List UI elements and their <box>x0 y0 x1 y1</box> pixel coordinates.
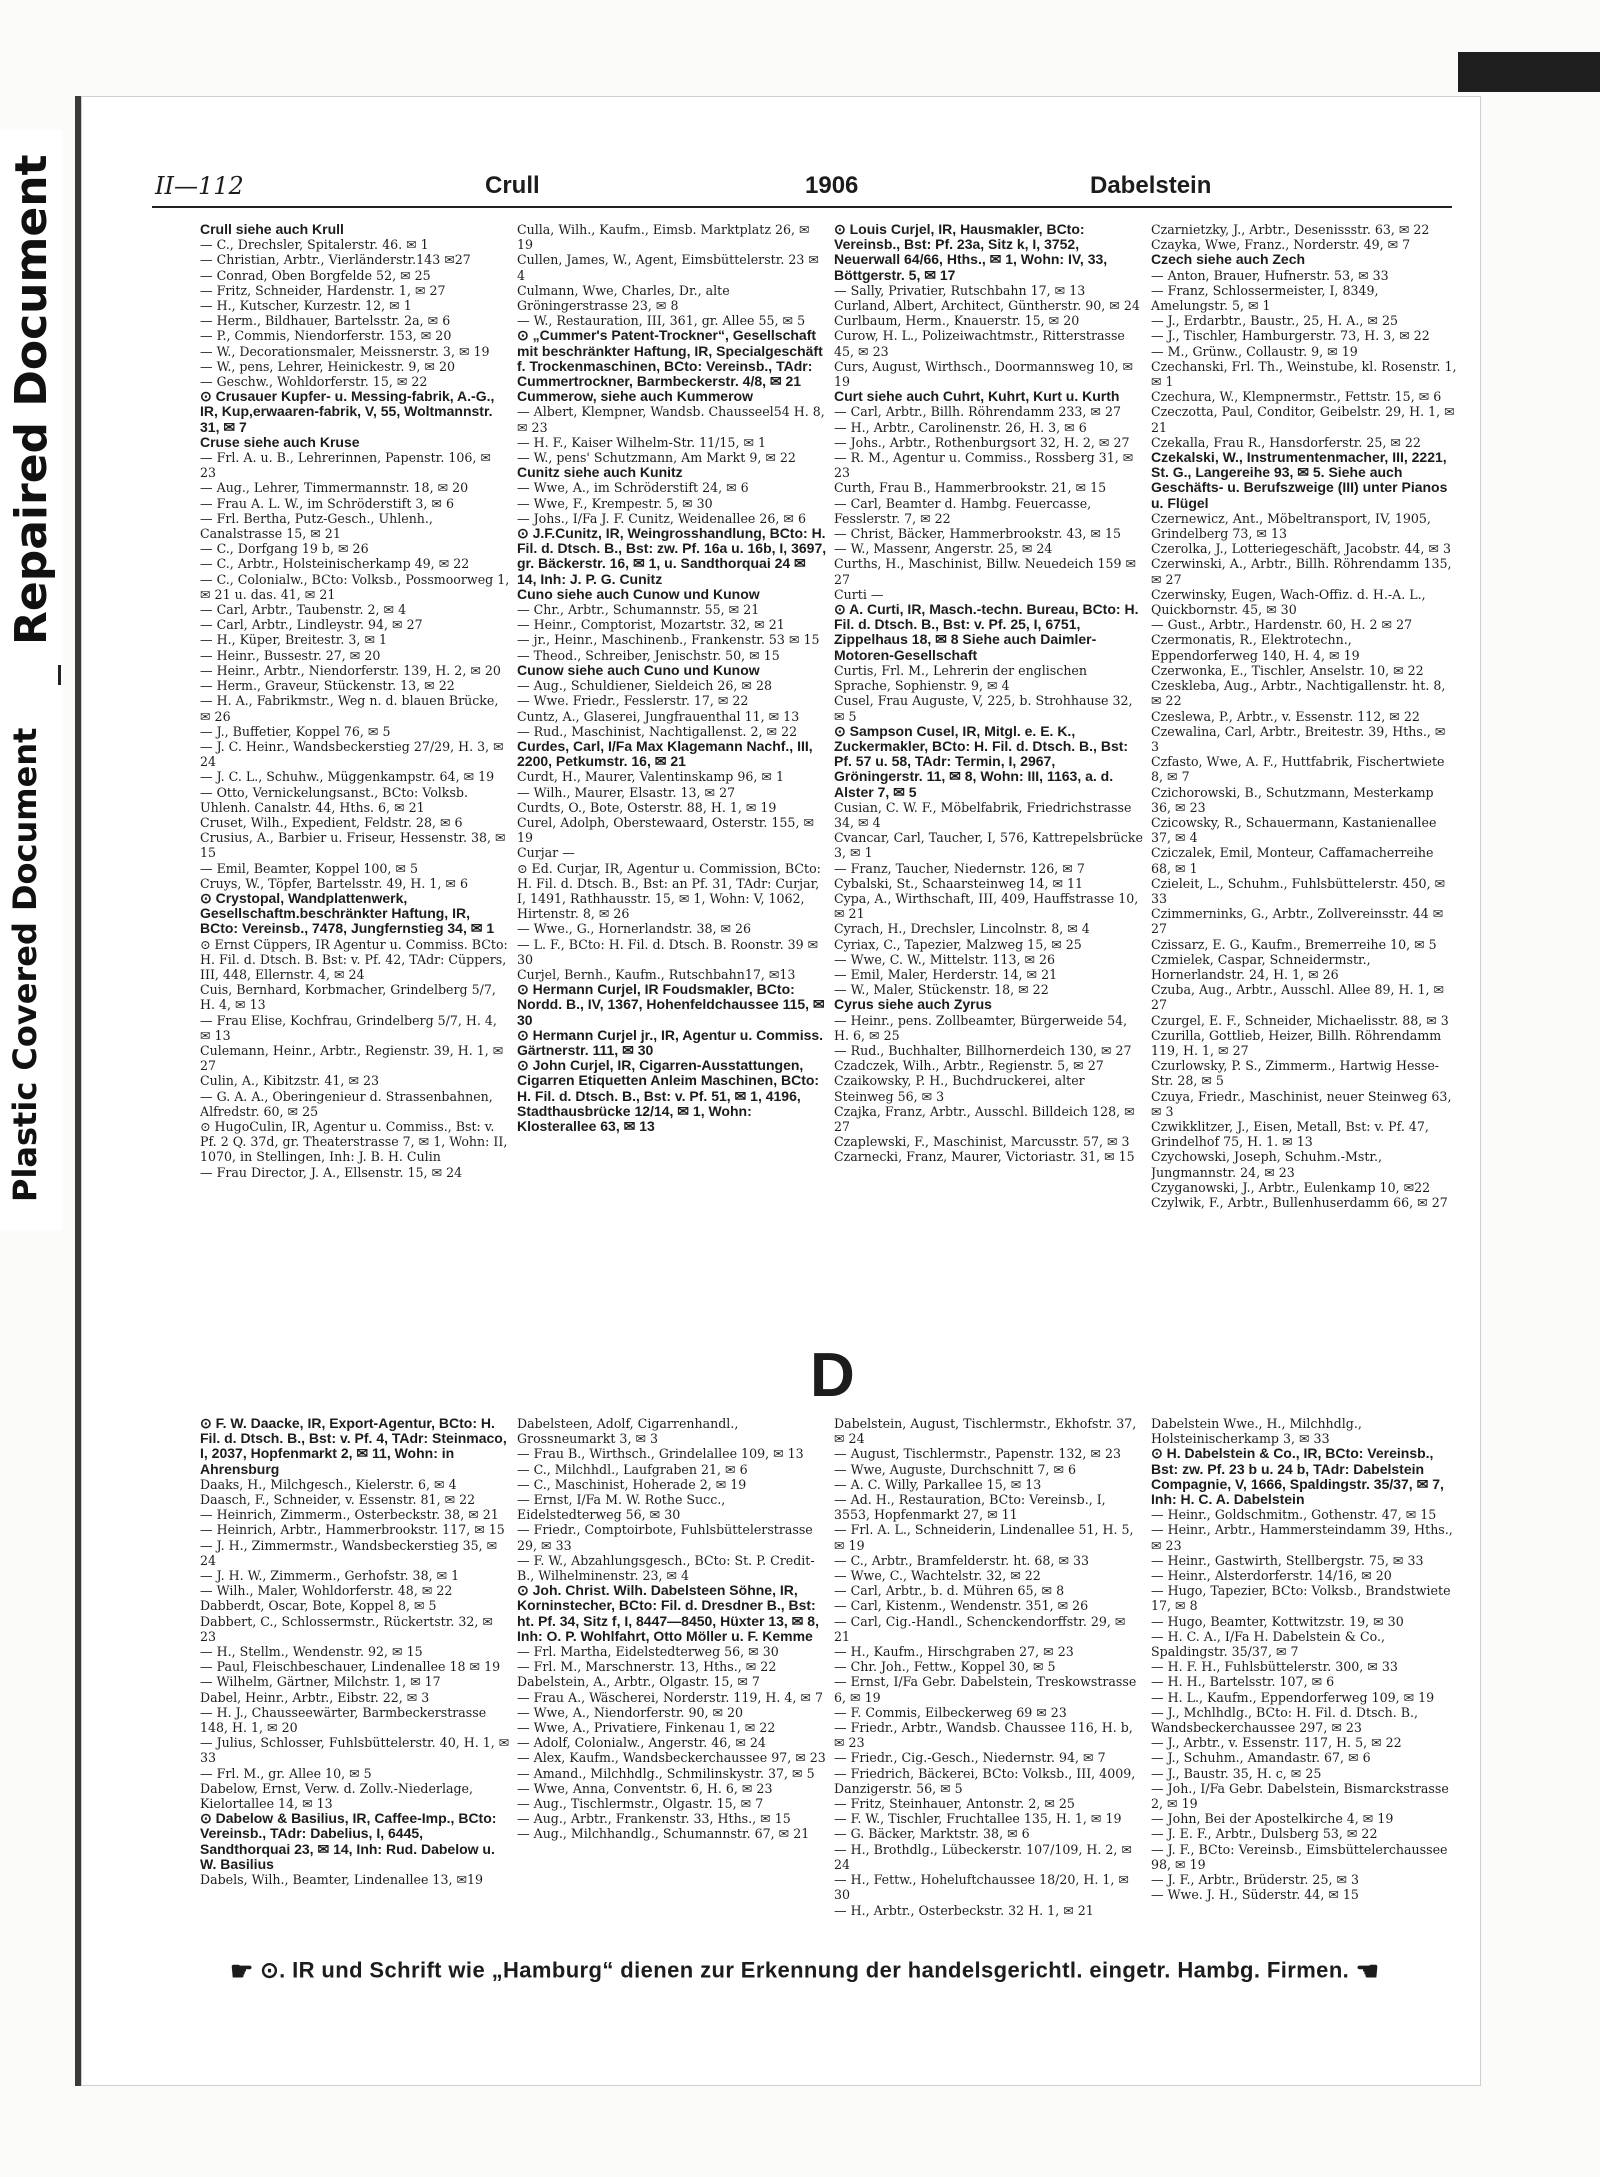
directory-entry: — Heinr., Gastwirth, Stellbergstr. 75, ✉ 33 <box>1151 1552 1424 1568</box>
column-top-1 <box>200 222 510 1326</box>
directory-entry: — Friedr., Cig.-Gesch., Niedernstr. 94, ✉ 7 <box>834 1750 1106 1766</box>
directory-entry: — Carl, Beamter d. Hambg. Feuercasse, Fesslerstr. 7, ✉ 22 <box>834 495 1092 526</box>
directory-entry: Czerolka, J., Lotteriegeschäft, Jacobstr. 44, ✉ 3 <box>1151 541 1451 557</box>
directory-entry: — W., Massenr, Angerstr. 25, ✉ 24 <box>834 541 1053 557</box>
directory-entry: — W., Maler, Stückenstr. 18, ✉ 22 <box>834 982 1049 998</box>
directory-entry: Curths, H., Maschinist, Billw. Neuedeich 159 ✉ 27 <box>834 556 1137 587</box>
directory-entry: — Frau A. L. W., im Schröderstift 3, ✉ 6 <box>200 495 454 511</box>
directory-entry: Czerwonka, E., Tischler, Anselstr. 10, ✉ 22 <box>1151 662 1424 678</box>
directory-entry: — P., Commis, Niendorferstr. 153, ✉ 20 <box>200 328 452 344</box>
directory-entry: — jr., Heinr., Maschinenb., Frankenstr. 53 ✉ 15 <box>517 632 820 648</box>
directory-entry: Czernewicz, Ant., Möbeltransport, IV, 1905, Grindelberg 73, ✉ 13 <box>1151 510 1431 542</box>
directory-entry: — Anton, Brauer, Hufnerstr. 53, ✉ 33 <box>1151 267 1389 283</box>
directory-entry: Curland, Albert, Architect, Güntherstr. 90, ✉ 24 <box>834 298 1140 314</box>
directory-entry: Cruset, Wilh., Expedient, Feldstr. 28, ✉ 6 <box>200 814 463 830</box>
directory-entry: Cusian, C. W. F., Möbelfabrik, Friedrichstrasse 34, ✉ 4 <box>834 799 1132 830</box>
directory-entry: — F. W., Abzahlungsgesch., BCto: St. P. Credit-B., Wilhelminenstr. 23, ✉ 4 <box>517 1552 815 1584</box>
directory-entry: Cusel, Frau Auguste, V, 225, b. Strohhause 32, ✉ 5 <box>834 693 1133 724</box>
directory-entry: Czarnecki, Franz, Maurer, Victoriastr. 31, ✉ 15 <box>834 1149 1135 1165</box>
directory-entry: Cziczalek, Emil, Monteur, Caffamacherreihe 68, ✉ 1 <box>1151 845 1434 876</box>
directory-entry: Czermonatis, R., Elektrotechn., Eppendorferweg 140, H. 4, ✉ 19 <box>1151 632 1360 663</box>
directory-entry: — Frau Elise, Kochfrau, Grindelberg 5/7, H. 4, ✉ 13 <box>200 1012 497 1043</box>
directory-entry: — Frl. M., gr. Allee 10, ✉ 5 <box>200 1765 372 1781</box>
directory-entry: — C., Drechsler, Spitalerstr. 46. ✉ 1 <box>200 237 429 253</box>
directory-entry: Czichorowski, B., Schutzmann, Mesterkamp 36, ✉ 23 <box>1151 784 1434 815</box>
directory-entry: — John, Bei der Apostelkirche 4, ✉ 19 <box>1151 1811 1394 1827</box>
directory-entry: Czerwinsky, Eugen, Wach-Offiz. d. H.-A. L., Quickbornstr. 45, ✉ 30 <box>1151 586 1426 618</box>
directory-entry: Curel, Adolph, Oberstewaard, Osterstr. 155, ✉ 19 <box>517 814 815 846</box>
directory-entry: ⊙ H. Dabelstein & Co., IR, BCto: Vereinsb., Bst: zw. Pf. 23 b u. 24 b, TAdr: Dabelstein Compagnie, V, 1666, Spaldingstr. 35/37, ✉ 7, Inh: H. C. A. Dabelstein <box>1151 1445 1444 1508</box>
directory-entry: — H. C. A., I/Fa H. Dabelstein & Co., Spaldingstr. 35/37, ✉ 7 <box>1151 1628 1385 1660</box>
directory-entry: — Geschw., Wohldorferstr. 15, ✉ 22 <box>200 374 428 390</box>
directory-entry: Czekalski, W., Instrumentenmacher, III, 2221, St. G., Langereihe 93, ✉ 5. Siehe auch Geschäfts- u. Berufszweige (III) unter Pianos u. Flügel <box>1151 449 1448 511</box>
directory-entry: — Heinrich, Zimmerm., Osterbeckstr. 38, ✉ 21 <box>200 1507 499 1523</box>
directory-entry: Curjel, Bernh., Kaufm., Rutschbahn17, ✉13 <box>517 966 796 982</box>
directory-entry: — M., Grünw., Collaustr. 9, ✉ 19 <box>1151 343 1358 359</box>
directory-entry: — Friedr., Arbtr., Wandsb. Chaussee 116, H. b, ✉ 23 <box>834 1720 1133 1751</box>
directory-entry: — Wwe, Auguste, Durchschnitt 7, ✉ 6 <box>834 1461 1077 1477</box>
directory-entry: — C., Colonialw., BCto: Volksb., Possmoorweg 1, ✉ 21 u. das. 41, ✉ 21 <box>200 571 510 602</box>
directory-entry: Czewalina, Carl, Arbtr., Breitestr. 39, Hths., ✉ 3 <box>1151 723 1446 754</box>
directory-entry: — Ernst, I/Fa M. W. Rothe Succ., Eidelstedterweg 56, ✉ 30 <box>517 1492 726 1523</box>
directory-entry: — Aug., Tischlermstr., Olgastr. 15, ✉ 7 <box>517 1796 764 1812</box>
directory-entry: — J., Schuhm., Amandastr. 67, ✉ 6 <box>1151 1750 1371 1766</box>
directory-entry: — J., Arbtr., v. Essenstr. 117, H. 5, ✉ 22 <box>1151 1735 1402 1751</box>
label-separator <box>58 665 61 685</box>
directory-entry: — Herm., Graveur, Stückenstr. 13, ✉ 22 <box>200 678 455 694</box>
directory-entry: ⊙ „Cummer's Patent-Trockner“, Gesellschaft mit beschränkter Haftung, IR, Specialgeschäft f. Trockenmaschinen, BCto: Vereinsb., TAdr: Cummertrockner, Barmbeckerstr. 4/8, ✉ 21 <box>517 327 823 390</box>
directory-entry: — Frau B., Wirthsch., Grindelallee 109, ✉ 13 <box>517 1446 804 1462</box>
directory-entry: — Aug., Arbtr., Frankenstr. 33, Hths., ✉ 15 <box>517 1811 791 1827</box>
directory-entry: Czyganowski, J., Arbtr., Eulenkamp 10, ✉22 <box>1151 1179 1431 1195</box>
directory-entry: — C., Milchhdl., Laufgraben 21, ✉ 6 <box>517 1461 748 1477</box>
directory-entry: — H. J., Chausseewärter, Barmbeckerstrasse 148, H. 1, ✉ 20 <box>200 1704 487 1736</box>
directory-entry: Cuntz, A., Glaserei, Jungfrauenthal 11, ✉ 13 <box>517 708 800 724</box>
directory-entry: Dabelstein, August, Tischlermstr., Ekhofstr. 37, ✉ 24 <box>834 1416 1137 1447</box>
directory-entry: — F. Commis, Eilbeckerweg 69 ✉ 23 <box>834 1704 1067 1720</box>
directory-entry: — Julius, Schlosser, Fuhlsbüttelerstr. 40, H. 1, ✉ 33 <box>200 1735 510 1766</box>
column-bottom-4 <box>1151 1416 1457 1976</box>
pointing-hand-right-icon: ☚ <box>1355 1956 1380 1986</box>
directory-entry: — Alex, Kaufm., Wandsbeckerchaussee 97, ✉ 23 <box>517 1750 826 1766</box>
directory-entry: Dabel, Heinr., Arbtr., Eibstr. 22, ✉ 3 <box>200 1689 430 1705</box>
directory-entry: — Wwe. J. H., Süderstr. 44, ✉ 15 <box>1151 1887 1359 1903</box>
directory-entry: Cuis, Bernhard, Korbmacher, Grindelberg 5/7, H. 4, ✉ 13 <box>200 982 496 1013</box>
directory-entry: Czuya, Friedr., Maschinist, neuer Steinweg 63, ✉ 3 <box>1151 1088 1452 1119</box>
directory-entry: — L. F., BCto: H. Fil. d. Dtsch. B. Roonstr. 39 ✉ 30 <box>517 936 819 967</box>
directory-entry: — C., Arbtr., Bramfelderstr. ht. 68, ✉ 33 <box>834 1552 1090 1568</box>
directory-entry: ⊙ Crystopal, Wandplattenwerk, Gesellschaftm.beschränkter Haftung, IR, BCto: Vereinsb., 7478, Jungfernstieg 34, ✉ 1 <box>200 889 495 937</box>
directory-entry: Czekalla, Frau R., Hansdorferstr. 25, ✉ 22 <box>1151 434 1421 450</box>
directory-entry: — Heinr., Comptorist, Mozartstr. 32, ✉ 21 <box>517 617 785 633</box>
directory-entry: Dabelow, Ernst, Verw. d. Zollv.-Niederlage, Kielortallee 14, ✉ 13 <box>200 1780 474 1812</box>
directory-entry: Curti — <box>834 586 884 602</box>
directory-entry: Daasch, F., Schneider, v. Essenstr. 81, ✉ 22 <box>200 1492 476 1508</box>
plastic-covered-label: Plastic Covered Document <box>6 727 44 1203</box>
directory-entry: — J. C. Heinr., Wandsbeckerstieg 27/29, H. 3, ✉ 24 <box>200 738 504 770</box>
directory-entry: ⊙ A. Curti, IR, Masch.-techn. Bureau, BCto: H. Fil. d. Dtsch. B., Bst: v. Pf. 25, I, 6751, Zippelhaus 18, ✉ 8 Siehe auch Daimler-Motoren-Gesellschaft <box>834 601 1139 663</box>
directory-entry: — J. C. L., Schuhw., Müggenkampstr. 64, ✉ 19 <box>200 769 495 785</box>
directory-entry: — Aug., Schuldiener, Sieldeich 26, ✉ 28 <box>517 678 773 694</box>
directory-entry: — Hugo, Tapezier, BCto: Volksb., Brandstwiete 17, ✉ 8 <box>1151 1583 1451 1614</box>
column-top-3 <box>834 222 1144 1326</box>
directory-entry: — Christ, Bäcker, Hammerbrookstr. 43, ✉ 15 <box>834 526 1121 542</box>
directory-entry: — H. F. H., Fuhlsbüttelerstr. 300, ✉ 33 <box>1151 1659 1398 1675</box>
directory-entry: — Rud., Maschinist, Nachtigallenst. 2, ✉ 22 <box>517 723 798 739</box>
directory-entry: — H., Brothdlg., Lübeckerstr. 107/109, H. 2, ✉ 24 <box>834 1841 1132 1872</box>
directory-entry: Curdt, H., Maurer, Valentinskamp 96, ✉ 1 <box>517 769 784 785</box>
directory-entry: — Carl, Arbtr., b. d. Mühren 65, ✉ 8 <box>834 1583 1065 1599</box>
directory-entry: — J. H. W., Zimmerm., Gerhofstr. 38, ✉ 1 <box>200 1568 460 1584</box>
top-right-dark-strip <box>1458 52 1600 92</box>
directory-entry: — Franz, Schlossermeister, I, 8349, Amelungstr. 5, ✉ 1 <box>1151 282 1379 314</box>
directory-entry: — Chr. Joh., Fettw., Koppel 30, ✉ 5 <box>834 1659 1056 1675</box>
directory-entry: — Frl. A. L., Schneiderin, Lindenallee 51, H. 5, ✉ 19 <box>834 1522 1134 1553</box>
directory-entry: — Wwe, A., Niendorferstr. 90, ✉ 20 <box>517 1704 744 1720</box>
directory-entry: Curdes, Carl, I/Fa Max Klagemann Nachf., III, 2200, Petkumstr. 16, ✉ 21 <box>517 737 813 770</box>
directory-entry: — W., pens, Lehrer, Heinickestr. 9, ✉ 20 <box>200 358 455 374</box>
directory-entry: Cypa, A., Wirthschaft, III, 409, Hauffstrasse 10, ✉ 21 <box>834 890 1139 922</box>
directory-entry: Cybalski, St., Schaarsteinweg 14, ✉ 11 <box>834 875 1084 891</box>
directory-entry: — Frl. A. u. B., Lehrerinnen, Papenstr. 106, ✉ 23 <box>200 450 491 481</box>
directory-entry: — Wwe., G., Hornerlandstr. 38, ✉ 26 <box>517 921 752 937</box>
directory-entry: — Heinr., pens. Zollbeamter, Bürgerweide 54, H. 6, ✉ 25 <box>834 1012 1128 1043</box>
directory-entry: Czuba, Aug., Arbtr., Ausschl. Allee 89, H. 1, ✉ 27 <box>1151 982 1445 1013</box>
directory-entry: — Theod., Schreiber, Jenischstr. 50, ✉ 15 <box>517 647 780 663</box>
directory-entry: Dabberdt, Oscar, Bote, Koppel 8, ✉ 5 <box>200 1598 437 1614</box>
directory-entry: Cvancar, Carl, Taucher, I, 576, Kattrepelsbrücke 3, ✉ 1 <box>834 830 1143 861</box>
column-top-2 <box>517 222 827 1326</box>
header-right-word: Dabelstein <box>1090 172 1212 199</box>
header-year: 1906 <box>805 172 859 199</box>
directory-entry: — Carl, Arbtr., Billh. Röhrendamm 233, ✉ 27 <box>834 404 1121 420</box>
directory-entry: Czaplewski, F., Maschinist, Marcusstr. 57, ✉ 3 <box>834 1134 1130 1150</box>
directory-entry: — Frau Director, J. A., Ellsenstr. 15, ✉ 24 <box>200 1164 463 1180</box>
directory-entry: Czicowsky, R., Schauermann, Kastanienallee 37, ✉ 4 <box>1151 814 1437 846</box>
directory-entry: — Emil, Maler, Herderstr. 14, ✉ 21 <box>834 966 1058 982</box>
directory-entry: — Heinr., Arbtr., Hammersteindamm 39, Hths., ✉ 23 <box>1151 1522 1453 1553</box>
directory-entry: Crull siehe auch Krull <box>200 222 344 237</box>
directory-entry: — H. F., Kaiser Wilhelm-Str. 11/15, ✉ 1 <box>517 434 767 450</box>
directory-entry: ⊙ Dabelow & Basilius, IR, Caffee-Imp., BCto: Vereinsb., TAdr: Dabelius, I, 6445, Sandthorquai 23, ✉ 14, Inh: Rud. Dabelow u. W. Basilius <box>200 1810 497 1872</box>
directory-entry: — Heinrich, Arbtr., Hammerbrookstr. 117, ✉ 15 <box>200 1522 505 1538</box>
directory-entry: — Frl. Martha, Eidelstedterweg 56, ✉ 30 <box>517 1644 779 1660</box>
directory-entry: — Carl, Arbtr., Lindleystr. 94, ✉ 27 <box>200 617 423 633</box>
directory-entry: — Wilh., Maler, Wohldorferstr. 48, ✉ 22 <box>200 1583 453 1599</box>
footer-note <box>230 1956 1460 1987</box>
directory-entry: Czajka, Franz, Arbtr., Ausschl. Billdeich 128, ✉ 27 <box>834 1103 1135 1134</box>
directory-entry: Cunow siehe auch Cuno und Kunow <box>517 661 760 678</box>
directory-entry: Czychowski, Joseph, Schuhm.-Mstr., Jungmannstr. 24, ✉ 23 <box>1151 1149 1383 1180</box>
directory-entry: — G. Bäcker, Marktstr. 38, ✉ 6 <box>834 1826 1030 1842</box>
directory-entry: ⊙ Hermann Curjel, IR Foudsmakler, BCto: Nordd. B., IV, 1367, Hohenfeldchaussee 115, ✉ 30 <box>517 981 825 1028</box>
directory-entry: — Friedrich, Bäckerei, BCto: Volksb., III, 4009, Danzigerstr. 56, ✉ 5 <box>834 1765 1136 1796</box>
directory-entry: ⊙ John Curjel, IR, Cigarren-Ausstattungen, Cigarren Etiquetten Anleim Maschinen, BCto: H. Fil. d. Dtsch. B., Bst: v. Pf. 51, ✉ 1, 4196, Stadthausbrücke 12/14, ✉ 1, Wohn: Klosterallee 63, ✉ 13 <box>517 1057 820 1134</box>
directory-entry: — Wwe, A., Privatiere, Finkenau 1, ✉ 22 <box>517 1720 776 1736</box>
directory-entry: Czerwinski, A., Arbtr., Billh. Röhrendamm 135, ✉ 27 <box>1151 556 1452 587</box>
directory-entry: Dabels, Wilh., Beamter, Lindenallee 13, ✉19 <box>200 1872 484 1888</box>
directory-entry: Czadczek, Wilh., Arbtr., Regienstr. 5, ✉ 27 <box>834 1058 1104 1074</box>
directory-entry: — H., Arbtr., Osterbeckstr. 32 H. 1, ✉ 21 <box>834 1902 1094 1918</box>
directory-entry: Czechanski, Frl. Th., Weinstube, kl. Rosenstr. 1, ✉ 1 <box>1151 358 1457 390</box>
directory-entry: — H. L., Kaufm., Eppendorferweg 109, ✉ 19 <box>1151 1689 1435 1705</box>
directory-entry: ⊙ HugoCulin, IR, Agentur u. Commiss., Bst: v. Pf. 2 Q. 37d, gr. Theaterstrasse 7, ✉ 1, Wohn: II, 1070, in Stellingen, Inh: J. B. H. Culin <box>200 1118 508 1165</box>
directory-entry: — H. H., Bartelsstr. 107, ✉ 6 <box>1151 1674 1335 1690</box>
directory-entry: Cummerow, siehe auch Kummerow <box>517 388 753 405</box>
directory-entry: Crusius, A., Barbier u. Friseur, Hessenstr. 38, ✉ 15 <box>200 830 506 861</box>
directory-entry: — W., Restauration, III, 361, gr. Allee 55, ✉ 5 <box>517 313 806 329</box>
directory-entry: — H., Kaufm., Hirschgraben 27, ✉ 23 <box>834 1644 1074 1660</box>
directory-entry: Curjar — <box>517 845 575 861</box>
directory-entry: — Wwe, F., Krempestr. 5, ✉ 30 <box>517 495 713 511</box>
directory-entry: — Wwe, C., Wachtelstr. 32, ✉ 22 <box>834 1568 1041 1584</box>
header-left-word: Crull <box>485 172 540 199</box>
directory-entry: — Emil, Beamter, Koppel 100, ✉ 5 <box>200 860 418 876</box>
directory-entry: Dabbert, C., Schlossermstr., Rückertstr. 32, ✉ 23 <box>200 1613 493 1644</box>
directory-entry: — Wwe. Friedr., Fesslerstr. 17, ✉ 22 <box>517 693 749 709</box>
directory-entry: — C., Arbtr., Holsteinischerkamp 49, ✉ 22 <box>200 556 470 572</box>
directory-entry: ⊙ Ed. Curjar, IR, Agentur u. Commission, BCto: H. Fil. d. Dtsch. B., Bst: an Pf. 31, TAdr: Curjar, I, 1491, Rathhausstr. 15, ✉ 1, Wohn: V, 1062, Hirtenstr. 8, ✉ 26 <box>517 860 821 922</box>
directory-entry: — August, Tischlermstr., Papenstr. 132, ✉ 23 <box>834 1446 1122 1462</box>
directory-entry: Curdts, O., Bote, Osterstr. 88, H. 1, ✉ 19 <box>517 799 777 815</box>
directory-entry: Dabelstein, A., Arbtr., Olgastr. 15, ✉ 7 <box>517 1674 760 1690</box>
directory-entry: Curt siehe auch Cuhrt, Kuhrt, Kurt u. Kurth <box>834 388 1120 405</box>
column-bottom-2 <box>517 1416 827 1976</box>
directory-entry: — H., Fettw., Hoheluftchaussee 18/20, H. 1, ✉ 30 <box>834 1872 1129 1903</box>
directory-entry: Culemann, Heinr., Arbtr., Regienstr. 39, H. 1, ✉ 27 <box>200 1042 504 1074</box>
directory-entry: — R. M., Agentur u. Commiss., Rossberg 31, ✉ 23 <box>834 450 1134 481</box>
directory-entry: — Carl, Kistenm., Wendenstr. 351, ✉ 26 <box>834 1598 1089 1614</box>
directory-entry: Czaikowsky, P. H., Buchdruckerei, alter Steinweg 56, ✉ 3 <box>834 1073 1085 1104</box>
directory-entry: — Herm., Bildhauer, Bartelsstr. 2a, ✉ 6 <box>200 313 451 329</box>
directory-entry: — Wilhelm, Gärtner, Milchstr. 1, ✉ 17 <box>200 1674 441 1690</box>
directory-entry: — Heinr., Alsterdorferstr. 14/16, ✉ 20 <box>1151 1568 1392 1584</box>
directory-entry: Czurgel, E. F., Schneider, Michaelisstr. 88, ✉ 3 <box>1151 1012 1449 1028</box>
directory-entry: Cruys, W., Töpfer, Bartelsstr. 49, H. 1, ✉ 6 <box>200 875 468 891</box>
directory-entry: — Wilh., Maurer, Elsastr. 13, ✉ 27 <box>517 784 736 800</box>
directory-entry: Czylwik, F., Arbtr., Bullenhuserdamm 66, ✉ 27 <box>1151 1195 1448 1210</box>
directory-entry: Czfasto, Wwe, A. F., Huttfabrik, Fischertwiete 8, ✉ 7 <box>1151 754 1445 785</box>
directory-entry: — J. F., Arbtr., Brüderstr. 25, ✉ 3 <box>1151 1872 1360 1888</box>
directory-entry: Czech siehe auch Zech <box>1151 251 1306 268</box>
directory-entry: Culin, A., Kibitzstr. 41, ✉ 23 <box>200 1073 380 1089</box>
directory-entry: — Otto, Vernickelungsanst., BCto: Volksb. Uhlenh. Canalstr. 44, Hths. 6, ✉ 21 <box>200 784 468 815</box>
directory-entry: — H., Kutscher, Kurzestr. 12, ✉ 1 <box>200 298 412 314</box>
directory-entry: — H., Küper, Breitestr. 3, ✉ 1 <box>200 632 388 648</box>
directory-entry: Czeskleba, Aug., Arbtr., Nachtigallenstr. ht. 8, ✉ 22 <box>1151 678 1446 709</box>
directory-entry: Czeslewa, P., Arbtr., v. Essenstr. 112, ✉ 22 <box>1151 708 1420 724</box>
directory-entry: — J., Baustr. 35, H. c, ✉ 25 <box>1151 1765 1322 1781</box>
directory-entry: Culmann, Wwe, Charles, Dr., alte Gröningerstrasse 23, ✉ 8 <box>517 282 730 314</box>
directory-entry: Curlbaum, Herm., Knauerstr. 15, ✉ 20 <box>834 313 1080 329</box>
directory-entry: Czmielek, Caspar, Schneidermstr., Hornerlandstr. 24, H. 1, ✉ 26 <box>1151 951 1371 982</box>
directory-entry: — Wwe, C. W., Mittelstr. 113, ✉ 26 <box>834 951 1056 967</box>
directory-entry: — F. W., Tischler, Fruchtallee 135, H. 1, ✉ 19 <box>834 1811 1122 1827</box>
directory-entry: Cruse siehe auch Kruse <box>200 433 360 450</box>
directory-entry: — Wwe, Anna, Conventstr. 6, H. 6, ✉ 23 <box>517 1780 773 1796</box>
directory-entry: Czayka, Wwe, Franz., Norderstr. 49, ✉ 7 <box>1151 237 1411 253</box>
header-rule <box>152 206 1452 208</box>
pointing-hand-left-icon: ☛ <box>230 1956 254 1986</box>
directory-entry: — J., Mchlhdlg., BCto: H. Fil. d. Dtsch. B., Wandsbeckerchaussee 297, ✉ 23 <box>1151 1704 1418 1736</box>
directory-entry: Cyrach, H., Drechsler, Lincolnstr. 8, ✉ 4 <box>834 921 1090 937</box>
directory-entry: Dabelstein Wwe., H., Milchhdlg., Holsteinischerkamp 3, ✉ 33 <box>1151 1416 1362 1447</box>
directory-entry: — H., Stellm., Wendenstr. 92, ✉ 15 <box>200 1644 423 1660</box>
directory-entry: Czechura, W., Klempnermstr., Fettstr. 15, ✉ 6 <box>1151 389 1442 405</box>
directory-entry: — Aug., Lehrer, Timmermannstr. 18, ✉ 20 <box>200 480 469 496</box>
directory-entry: — W., Decorationsmaler, Meissnerstr. 3, ✉ 19 <box>200 343 490 359</box>
directory-entry: — Christian, Arbtr., Vierländerstr.143 ✉27 <box>200 252 471 268</box>
directory-entry: ⊙ Sampson Cusel, IR, Mitgl. e. E. K., Zuckermakler, BCto: H. Fil. d. Dtsch. B., Bst: Pf. 57 u. 58, TAdr: Termin, I, 2967, Gröningerstr. 11, ✉ 8, Wohn: III, 1163, a. d. Alster 7, ✉ 5 <box>834 722 1129 800</box>
page-header <box>155 172 1455 206</box>
directory-entry: — H. A., Fabrikmstr., Weg n. d. blauen Brücke, ✉ 26 <box>200 693 499 724</box>
directory-entry: Curtis, Frl. M., Lehrerin der englischen Sprache, Sophienstr. 9, ✉ 4 <box>834 662 1087 694</box>
column-bottom-3 <box>834 1416 1144 1976</box>
directory-entry: ⊙ Ernst Cüppers, IR Agentur u. Commiss. BCto: H. Fil. d. Dtsch. B. Bst: v. Pf. 42, TAdr: Cüppers, III, 448, Ellernstr. 4, ✉ 24 <box>200 936 508 982</box>
directory-entry: — Hugo, Beamter, Kottwitzstr. 19, ✉ 30 <box>1151 1613 1404 1629</box>
directory-entry: — Rud., Buchhalter, Billhornerdeich 130, ✉ 27 <box>834 1042 1132 1058</box>
column-top-4 <box>1151 222 1457 1326</box>
directory-entry: Czieleit, L., Schuhm., Fuhlsbüttelerstr. 450, ✉ 33 <box>1151 875 1446 906</box>
directory-entry: — Wwe, A., im Schröderstift 24, ✉ 6 <box>517 480 749 496</box>
directory-entry: Culla, Wilh., Kaufm., Eimsb. Marktplatz 26, ✉ 19 <box>517 222 810 253</box>
directory-entry: Curth, Frau B., Hammerbrookstr. 21, ✉ 15 <box>834 480 1107 496</box>
directory-entry: — Ernst, I/Fa Gebr. Dabelstein, Treskowstrasse 6, ✉ 19 <box>834 1674 1137 1705</box>
directory-entry: ⊙ J.F.Cunitz, IR, Weingrosshandlung, BCto: H. Fil. d. Dtsch. B., Bst: zw. Pf. 16a u. 16b, I, 3697, gr. Bäckerstr. 16, ✉ 1, u. Sandthorquai 24 ✉ 14, Inh: J. P. G. Cunitz <box>517 525 827 587</box>
directory-entry: — H., Arbtr., Carolinenstr. 26, H. 3, ✉ 6 <box>834 419 1087 435</box>
section-letter: D <box>810 1341 855 1410</box>
directory-entry: Czeczotta, Paul, Conditor, Geibelstr. 29, H. 1, ✉ 21 <box>1151 404 1455 435</box>
directory-entry: — Amand., Milchhdlg., Schmilinskystr. 37, ✉ 5 <box>517 1765 815 1781</box>
directory-entry: Cuno siehe auch Cunow und Kunow <box>517 585 760 602</box>
directory-entry: — Conrad, Oben Borgfelde 52, ✉ 25 <box>200 267 431 283</box>
directory-entry: Curs, August, Wirthsch., Doormannsweg 10, ✉ 19 <box>834 358 1134 390</box>
directory-entry: — Heinr., Arbtr., Niendorferstr. 139, H. 2, ✉ 20 <box>200 662 501 678</box>
directory-entry: — Franz, Taucher, Niedernstr. 126, ✉ 7 <box>834 860 1085 876</box>
directory-entry: — Gust., Arbtr., Hardenstr. 60, H. 2 ✉ 27 <box>1151 617 1413 633</box>
directory-entry: Cyriax, C., Tapezier, Malzweg 15, ✉ 25 <box>834 936 1082 952</box>
directory-entry: — Johs., Arbtr., Rothenburgsort 32, H. 2, ✉ 27 <box>834 434 1130 450</box>
directory-entry: — C., Dorfgang 19 b, ✉ 26 <box>200 541 369 557</box>
directory-entry: — J. H., Zimmermstr., Wandsbeckerstieg 35, ✉ 24 <box>200 1537 498 1568</box>
directory-entry: — J., Tischler, Hamburgerstr. 73, H. 3, ✉ 22 <box>1151 328 1430 344</box>
directory-entry: Dabelsteen, Adolf, Cigarrenhandl., Grossneumarkt 3, ✉ 3 <box>517 1416 739 1447</box>
directory-entry: — Frau A., Wäscherei, Norderstr. 119, H. 4, ✉ 7 <box>517 1689 823 1705</box>
directory-entry: Czissarz, E. G., Kaufm., Bremerreihe 10, ✉ 5 <box>1151 936 1437 952</box>
directory-entry: — Friedr., Comptoirbote, Fuhlsbüttelerstrasse 29, ✉ 33 <box>517 1522 813 1553</box>
directory-entry: — Adolf, Colonialw., Angerstr. 46, ✉ 24 <box>517 1735 766 1751</box>
directory-entry: — Fritz, Schneider, Hardenstr. 1, ✉ 27 <box>200 282 446 298</box>
directory-entry: Cunitz siehe auch Kunitz <box>517 464 683 481</box>
directory-entry: — Chr., Arbtr., Schumannstr. 55, ✉ 21 <box>517 602 760 618</box>
directory-entry: — Carl, Cig.-Handl., Schenckendorffstr. 29, ✉ 21 <box>834 1613 1126 1644</box>
directory-entry: — Carl, Arbtr., Taubenstr. 2, ✉ 4 <box>200 602 407 618</box>
directory-entry: ⊙ Hermann Curjel jr., IR, Agentur u. Commiss. Gärtnerstr. 111, ✉ 30 <box>517 1026 824 1058</box>
directory-entry: — J. F., BCto: Vereinsb., Eimsbüttelerchaussee 98, ✉ 19 <box>1151 1841 1448 1872</box>
directory-entry: Czurilla, Gottlieb, Heizer, Billh. Röhrendamm 119, H. 1, ✉ 27 <box>1151 1027 1442 1058</box>
directory-entry: — Heinr., Bussestr. 27, ✉ 20 <box>200 647 381 663</box>
directory-entry: — J., Buffetier, Koppel 76, ✉ 5 <box>200 723 391 739</box>
directory-entry: Curow, H. L., Polizeiwachtmstr., Ritterstrasse 45, ✉ 23 <box>834 328 1125 359</box>
directory-entry: ⊙ F. W. Daacke, IR, Export-Agentur, BCto: H. Fil. d. Dtsch. B., Bst: v. Pf. 4, TAdr: Steinmaco, I, 2037, Hopfenmarkt 2, ✉ 11, Wohn: in Ahrensburg <box>200 1416 507 1477</box>
directory-entry: Czarnietzky, J., Arbtr., Desenissstr. 63, ✉ 22 <box>1151 222 1430 237</box>
page-number: II—112 <box>155 172 244 200</box>
repaired-document-label: Repaired Document <box>6 154 57 646</box>
directory-entry: — J., Erdarbtr., Baustr., 25, H. A., ✉ 25 <box>1151 313 1398 329</box>
directory-entry: — Johs., I/Fa J. F. Cunitz, Weidenallee 26, ✉ 6 <box>517 510 806 526</box>
directory-entry: — A. C. Willy, Parkallee 15, ✉ 13 <box>834 1476 1042 1492</box>
footer-text: ⊙. IR und Schrift wie „Hamburg“ dienen zur Erkennung der handelsgerichtl. eingetr. Hambg. Firmen. <box>260 1957 1350 1983</box>
directory-entry: — Sally, Privatier, Rutschbahn 17, ✉ 13 <box>834 282 1086 298</box>
directory-entry: — Albert, Klempner, Wandsb. Chausseel54 H. 8, ✉ 23 <box>517 404 825 435</box>
directory-entry: ⊙ Louis Curjel, IR, Hausmakler, BCto: Vereinsb., Bst: Pf. 23a, Sitz k, I, 3752, Neuerwall 64/66, Hths., ✉ 1, Wohn: IV, 33, Böttgerstr. 5, ✉ 17 <box>834 222 1108 283</box>
directory-entry: Cullen, James, W., Agent, Eimsbüttelerstr. 23 ✉ 4 <box>517 252 819 283</box>
directory-entry: Czurlowsky, P. S., Zimmerm., Hartwig Hesse-Str. 28, ✉ 5 <box>1151 1058 1440 1089</box>
directory-entry: — Paul, Fleischbeschauer, Lindenallee 18 ✉ 19 <box>200 1659 501 1675</box>
directory-entry: Cyrus siehe auch Zyrus <box>834 996 992 1013</box>
directory-entry: — Ad. H., Restauration, BCto: Vereinsb., I, 3553, Hopfenmarkt 27, ✉ 11 <box>834 1492 1106 1523</box>
directory-entry: — W., pens' Schutzmann, Am Markt 9, ✉ 22 <box>517 450 796 466</box>
directory-entry: Czwikklitzer, J., Eisen, Metall, Bst: v. Pf. 47, Grindelhof 75, H. 1. ✉ 13 <box>1151 1118 1429 1150</box>
directory-entry: Daaks, H., Milchgesch., Kielerstr. 6, ✉ 4 <box>200 1476 457 1492</box>
directory-entry: — Fritz, Steinhauer, Antonstr. 2, ✉ 25 <box>834 1796 1075 1812</box>
column-bottom-1 <box>200 1416 510 1976</box>
directory-entry: — G. A. A., Oberingenieur d. Strassenbahnen, Alfredstr. 60, ✉ 25 <box>200 1088 493 1119</box>
directory-entry: Czimmerninks, G., Arbtr., Zollvereinsstr. 44 ✉ 27 <box>1151 906 1444 937</box>
directory-entry: — Frl. Bertha, Putz-Gesch., Uhlenh., Canalstrasse 15, ✉ 21 <box>200 510 433 542</box>
directory-entry: ⊙ Crusauer Kupfer- u. Messing-fabrik, A.-G., IR, Kup,erwaaren-fabrik, V, 55, Woltmannstr. 31, ✉ 7 <box>200 388 495 435</box>
directory-entry: — Joh., I/Fa Gebr. Dabelstein, Bismarckstrasse 2, ✉ 19 <box>1151 1780 1449 1812</box>
directory-entry: — J. E. F., Arbtr., Dulsberg 53, ✉ 22 <box>1151 1826 1378 1842</box>
directory-entry: ⊙ Joh. Christ. Wilh. Dabelsteen Söhne, IR, Korninstecher, BCto: Fil. d. Dresdner B., Bst: ht. Pf. 34, Sitz f, I, 8447—8450, Hüxter 13, ✉ 8, Inh: O. P. Wohlfahrt, Otto Möller u. F. Kemme <box>517 1582 819 1644</box>
directory-entry: — Frl. M., Marschnerstr. 13, Hths., ✉ 22 <box>517 1659 777 1675</box>
directory-entry: — Aug., Milchhandlg., Schumannstr. 67, ✉ 21 <box>517 1826 810 1842</box>
directory-entry: — Heinr., Goldschmitm., Gothenstr. 47, ✉ 15 <box>1151 1507 1437 1523</box>
directory-entry: — C., Maschinist, Hoherade 2, ✉ 19 <box>517 1476 747 1492</box>
